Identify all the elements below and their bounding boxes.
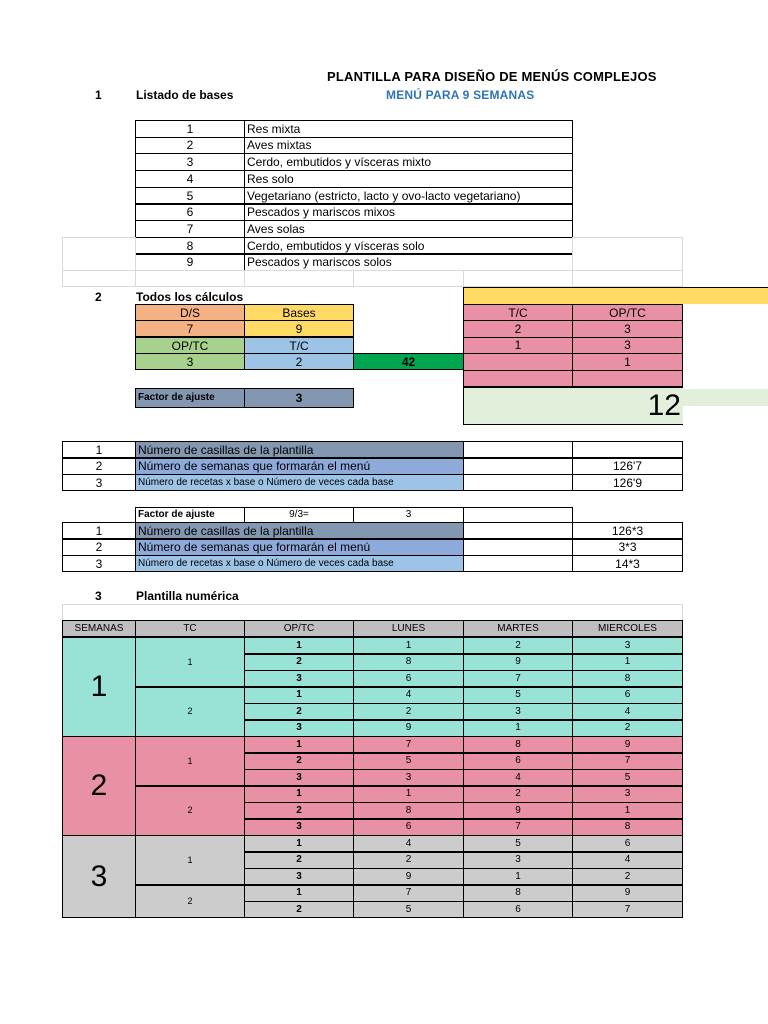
page-subtitle: MENÚ PARA 9 SEMANAS xyxy=(386,88,535,102)
miercoles-cell: 2 xyxy=(572,868,683,885)
calc1-value xyxy=(572,441,683,458)
miercoles-cell: 5 xyxy=(572,769,683,786)
grid-cell xyxy=(135,270,245,287)
martes-cell: 6 xyxy=(463,753,573,770)
base-label: Pescados y mariscos mixos xyxy=(244,204,573,222)
optc-cell: 1 xyxy=(244,736,354,753)
lunes-cell: 1 xyxy=(353,637,464,654)
base-number: 5 xyxy=(135,187,245,205)
optc-cell: 3 xyxy=(244,819,354,836)
calc2-number: 2 xyxy=(62,539,136,556)
big-value-cell: 12 xyxy=(463,387,683,425)
calc1-empty-cell xyxy=(463,458,573,475)
page-title: PLANTILLA PARA DISEÑO DE MENÚS COMPLEJOS xyxy=(327,69,657,84)
lunes-cell: 6 xyxy=(353,819,464,836)
tc-value-cell: 2 xyxy=(244,353,354,370)
martes-cell: 7 xyxy=(463,670,573,687)
calc2-factor-value: 3 xyxy=(353,507,464,523)
optc-cell: 3 xyxy=(244,720,354,737)
optc-cell: 2 xyxy=(244,901,354,918)
lunes-cell: 2 xyxy=(353,703,464,720)
column-header: MARTES xyxy=(463,620,573,637)
base-label: Pescados y mariscos solos xyxy=(244,254,573,272)
miercoles-cell: 1 xyxy=(572,802,683,819)
martes-cell: 6 xyxy=(463,901,573,918)
right-tc-cell xyxy=(463,353,573,371)
lunes-cell: 7 xyxy=(353,736,464,753)
section-2-title: Todos los cálculos xyxy=(136,290,244,304)
tc-cell: 1 xyxy=(135,835,245,885)
ds-label-cell: D/S xyxy=(135,304,245,321)
calc1-empty-cell xyxy=(463,474,573,491)
lunes-cell: 9 xyxy=(353,720,464,737)
miercoles-cell: 3 xyxy=(572,786,683,803)
right-empty-cell xyxy=(572,370,683,387)
week-cell: 2 xyxy=(62,736,136,836)
column-header: TC xyxy=(135,620,245,637)
lunes-cell: 4 xyxy=(353,687,464,704)
miercoles-cell: 8 xyxy=(572,670,683,687)
optc-cell: 1 xyxy=(244,885,354,902)
calc2-empty-cell xyxy=(463,522,573,539)
martes-cell: 5 xyxy=(463,835,573,852)
calc2-label: Número de casillas de la plantilla xyxy=(135,522,464,539)
lunes-cell: 3 xyxy=(353,769,464,786)
lunes-cell: 9 xyxy=(353,868,464,885)
base-label: Aves solas xyxy=(244,220,573,238)
bases-value-cell: 9 xyxy=(244,320,354,337)
lunes-cell: 8 xyxy=(353,654,464,671)
tc-cell: 1 xyxy=(135,637,245,687)
right-green-band xyxy=(683,389,768,406)
optc-cell: 2 xyxy=(244,802,354,819)
optc-cell: 3 xyxy=(244,868,354,885)
bases-label-cell: Bases xyxy=(244,304,354,321)
miercoles-cell: 7 xyxy=(572,753,683,770)
lunes-cell: 4 xyxy=(353,835,464,852)
calc2-empty-cell xyxy=(463,555,573,572)
base-label: Vegetariano (estricto, lacto y ovo-lacto vegetariano) xyxy=(244,187,573,205)
calc2-empty-cell xyxy=(463,507,573,523)
calc2-number: 3 xyxy=(62,555,136,572)
calc1-number: 1 xyxy=(62,441,136,458)
right-tc-cell: 1 xyxy=(463,337,573,355)
base-label: Res mixta xyxy=(244,120,573,138)
base-label: Res solo xyxy=(244,170,573,188)
base-number: 6 xyxy=(135,204,245,222)
right-optc-cell: 3 xyxy=(572,337,683,355)
right-tc-cell: 2 xyxy=(463,320,573,338)
total-cell: 42 xyxy=(353,353,464,370)
miercoles-cell: 1 xyxy=(572,654,683,671)
calc1-number: 2 xyxy=(62,458,136,475)
optc-label-cell: OP/TC xyxy=(135,337,245,354)
factor-value-cell: 3 xyxy=(244,388,354,408)
miercoles-cell: 4 xyxy=(572,852,683,869)
calc1-value: 126'7 xyxy=(572,458,683,475)
calc2-factor-expr: 9/3= xyxy=(244,507,354,523)
right-optc-cell: 1 xyxy=(572,353,683,371)
tc-cell: 2 xyxy=(135,786,245,836)
miercoles-cell: 6 xyxy=(572,687,683,704)
grid-cell xyxy=(353,270,464,287)
calc2-empty-cell xyxy=(463,539,573,556)
martes-cell: 4 xyxy=(463,769,573,786)
miercoles-cell: 9 xyxy=(572,885,683,902)
miercoles-cell: 4 xyxy=(572,703,683,720)
calc1-number: 3 xyxy=(62,474,136,491)
grid-cell xyxy=(572,237,683,271)
martes-cell: 8 xyxy=(463,736,573,753)
optc-cell: 1 xyxy=(244,835,354,852)
column-header: MIERCOLES xyxy=(572,620,683,637)
base-number: 4 xyxy=(135,170,245,188)
grid-row xyxy=(62,604,683,621)
section-3-number: 3 xyxy=(95,589,102,603)
martes-cell: 3 xyxy=(463,703,573,720)
calc1-label: Número de recetas x base o Número de veces cada base xyxy=(135,474,464,491)
optc-cell: 2 xyxy=(244,852,354,869)
right-optc-cell: 3 xyxy=(572,320,683,338)
calc2-value: 126*3 xyxy=(572,522,683,539)
lunes-cell: 5 xyxy=(353,901,464,918)
lunes-cell: 6 xyxy=(353,670,464,687)
grid-cell xyxy=(62,237,136,271)
right-yellow-band xyxy=(463,287,768,304)
miercoles-cell: 6 xyxy=(572,835,683,852)
miercoles-cell: 8 xyxy=(572,819,683,836)
right-tc-label: T/C xyxy=(463,304,573,321)
martes-cell: 9 xyxy=(463,802,573,819)
column-header: LUNES xyxy=(353,620,464,637)
martes-cell: 3 xyxy=(463,852,573,869)
tc-cell: 2 xyxy=(135,687,245,737)
base-number: 2 xyxy=(135,137,245,155)
column-header: OP/TC xyxy=(244,620,354,637)
calc1-label: Número de casillas de la plantilla xyxy=(135,441,464,458)
calc2-factor-label: Factor de ajuste xyxy=(135,507,245,523)
tc-cell: 2 xyxy=(135,885,245,919)
optc-cell: 2 xyxy=(244,654,354,671)
lunes-cell: 8 xyxy=(353,802,464,819)
section-2-number: 2 xyxy=(95,290,102,304)
base-label: Aves mixtas xyxy=(244,137,573,155)
tc-cell: 1 xyxy=(135,736,245,786)
calc2-label: Número de semanas que formarán el menú xyxy=(135,539,464,556)
base-number: 9 xyxy=(135,254,245,272)
optc-cell: 1 xyxy=(244,637,354,654)
calc2-value: 14*3 xyxy=(572,555,683,572)
base-number: 1 xyxy=(135,120,245,138)
tc-label-cell: T/C xyxy=(244,337,354,354)
calc1-label: Número de semanas que formarán el menú xyxy=(135,458,464,475)
factor-label-cell: Factor de ajuste xyxy=(135,388,245,408)
miercoles-cell: 9 xyxy=(572,736,683,753)
lunes-cell: 7 xyxy=(353,885,464,902)
martes-cell: 1 xyxy=(463,720,573,737)
section-1-title: Listado de bases xyxy=(136,88,234,102)
optc-cell: 3 xyxy=(244,670,354,687)
optc-cell: 1 xyxy=(244,786,354,803)
martes-cell: 7 xyxy=(463,819,573,836)
base-number: 8 xyxy=(135,237,245,255)
right-empty-cell xyxy=(463,370,573,387)
calc2-value: 3*3 xyxy=(572,539,683,556)
martes-cell: 8 xyxy=(463,885,573,902)
base-number: 3 xyxy=(135,153,245,171)
calc1-value: 126'9 xyxy=(572,474,683,491)
base-label: Cerdo, embutidos y vísceras mixto xyxy=(244,153,573,171)
right-optc-label: OP/TC xyxy=(572,304,683,321)
base-number: 7 xyxy=(135,220,245,238)
column-header: SEMANAS xyxy=(62,620,136,637)
week-cell: 1 xyxy=(62,637,136,737)
martes-cell: 5 xyxy=(463,687,573,704)
optc-cell: 2 xyxy=(244,703,354,720)
week-cell: 3 xyxy=(62,835,136,918)
optc-cell: 3 xyxy=(244,769,354,786)
calc2-number: 1 xyxy=(62,522,136,539)
lunes-cell: 1 xyxy=(353,786,464,803)
calc1-empty-cell xyxy=(463,441,573,458)
section-1-number: 1 xyxy=(95,88,102,102)
miercoles-cell: 7 xyxy=(572,901,683,918)
grid-cell xyxy=(244,270,354,287)
miercoles-cell: 3 xyxy=(572,637,683,654)
optc-cell: 1 xyxy=(244,687,354,704)
ds-value-cell: 7 xyxy=(135,320,245,337)
martes-cell: 9 xyxy=(463,654,573,671)
lunes-cell: 2 xyxy=(353,852,464,869)
martes-cell: 1 xyxy=(463,868,573,885)
martes-cell: 2 xyxy=(463,637,573,654)
calc2-label: Número de recetas x base o Número de veces cada base xyxy=(135,555,464,572)
section-3-title: Plantilla numérica xyxy=(136,589,239,603)
lunes-cell: 5 xyxy=(353,753,464,770)
grid-cell xyxy=(463,270,573,287)
miercoles-cell: 2 xyxy=(572,720,683,737)
martes-cell: 2 xyxy=(463,786,573,803)
optc-value-cell: 3 xyxy=(135,353,245,370)
base-label: Cerdo, embutidos y vísceras solo xyxy=(244,237,573,255)
optc-cell: 2 xyxy=(244,753,354,770)
